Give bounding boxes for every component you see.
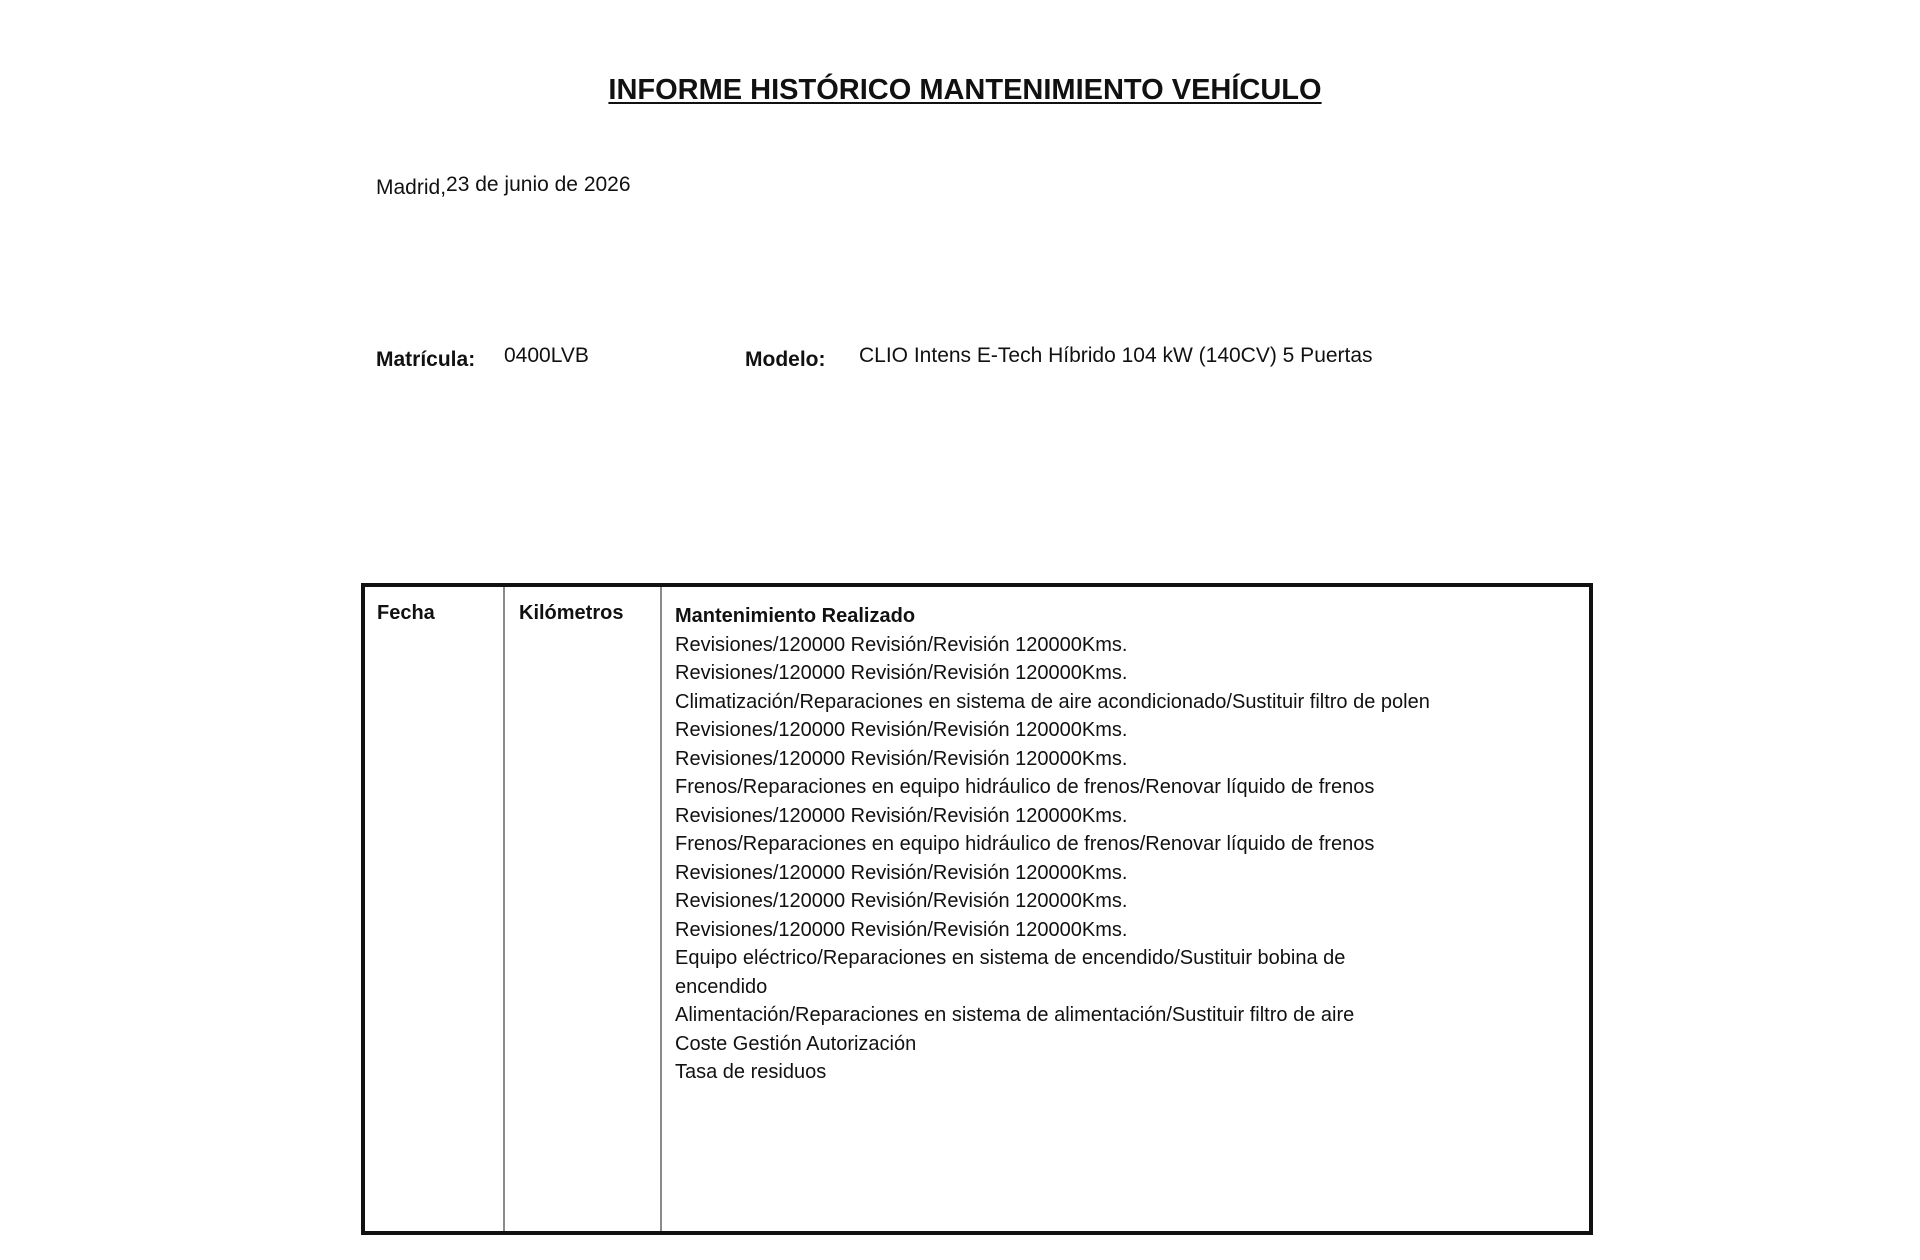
maintenance-item: Revisiones/120000 Revisión/Revisión 120000Kms. (675, 890, 1128, 912)
plate-value: 0400LVB (504, 344, 589, 367)
report-city: Madrid, (376, 176, 447, 199)
maintenance-item: Revisiones/120000 Revisión/Revisión 120000Kms. (675, 804, 1128, 827)
report-date: 23 de junio de 2026 (446, 173, 631, 196)
maintenance-item: Coste Gestión Autorización (675, 1032, 917, 1055)
model-label: Modelo: (745, 348, 826, 371)
maintenance-item: Revisiones/120000 Revisión/Revisión 120000Kms. (675, 918, 1128, 941)
maintenance-item: Tasa de residuos (675, 1061, 827, 1083)
report-title: INFORME HISTÓRICO MANTENIMIENTO VEHÍCULO (608, 74, 1322, 106)
maintenance-item: Frenos/Reparaciones en equipo hidráulico de frenos/Renovar líquido de frenos (675, 776, 1375, 798)
column-divider (660, 587, 662, 1231)
maintenance-table (361, 583, 1593, 1235)
maintenance-item: Revisiones/120000 Revisión/Revisión 120000Kms. (675, 719, 1128, 741)
maintenance-item: Revisiones/120000 Revisión/Revisión 120000Kms. (675, 633, 1128, 656)
column-header-km: Kilómetros (519, 602, 624, 624)
maintenance-list (675, 631, 1435, 1087)
column-header-maintenance: Mantenimiento Realizado (675, 605, 916, 627)
model-value: CLIO Intens E-Tech Híbrido 104 kW (140CV) 5 Puertas (859, 344, 1373, 367)
column-header-date: Fecha (377, 602, 435, 624)
report-date-line (376, 173, 631, 197)
maintenance-item: Frenos/Reparaciones en equipo hidráulico de frenos/Renovar líquido de frenos (675, 833, 1375, 855)
maintenance-item: Revisiones/120000 Revisión/Revisión 120000Kms. (675, 662, 1128, 684)
maintenance-item: Equipo eléctrico/Reparaciones en sistema de encendido/Sustituir bobina de encendido (675, 947, 1346, 998)
maintenance-item: Revisiones/120000 Revisión/Revisión 120000Kms. (675, 747, 1128, 770)
plate-label: Matrícula: (376, 348, 476, 371)
column-divider (503, 587, 505, 1231)
maintenance-item: Revisiones/120000 Revisión/Revisión 120000Kms. (675, 861, 1128, 884)
maintenance-item: Climatización/Reparaciones en sistema de aire acondicionado/Sustituir filtro de polen (675, 690, 1430, 713)
maintenance-item: Alimentación/Reparaciones en sistema de alimentación/Sustituir filtro de aire (675, 1004, 1355, 1026)
maintenance-cell (675, 602, 1435, 1087)
